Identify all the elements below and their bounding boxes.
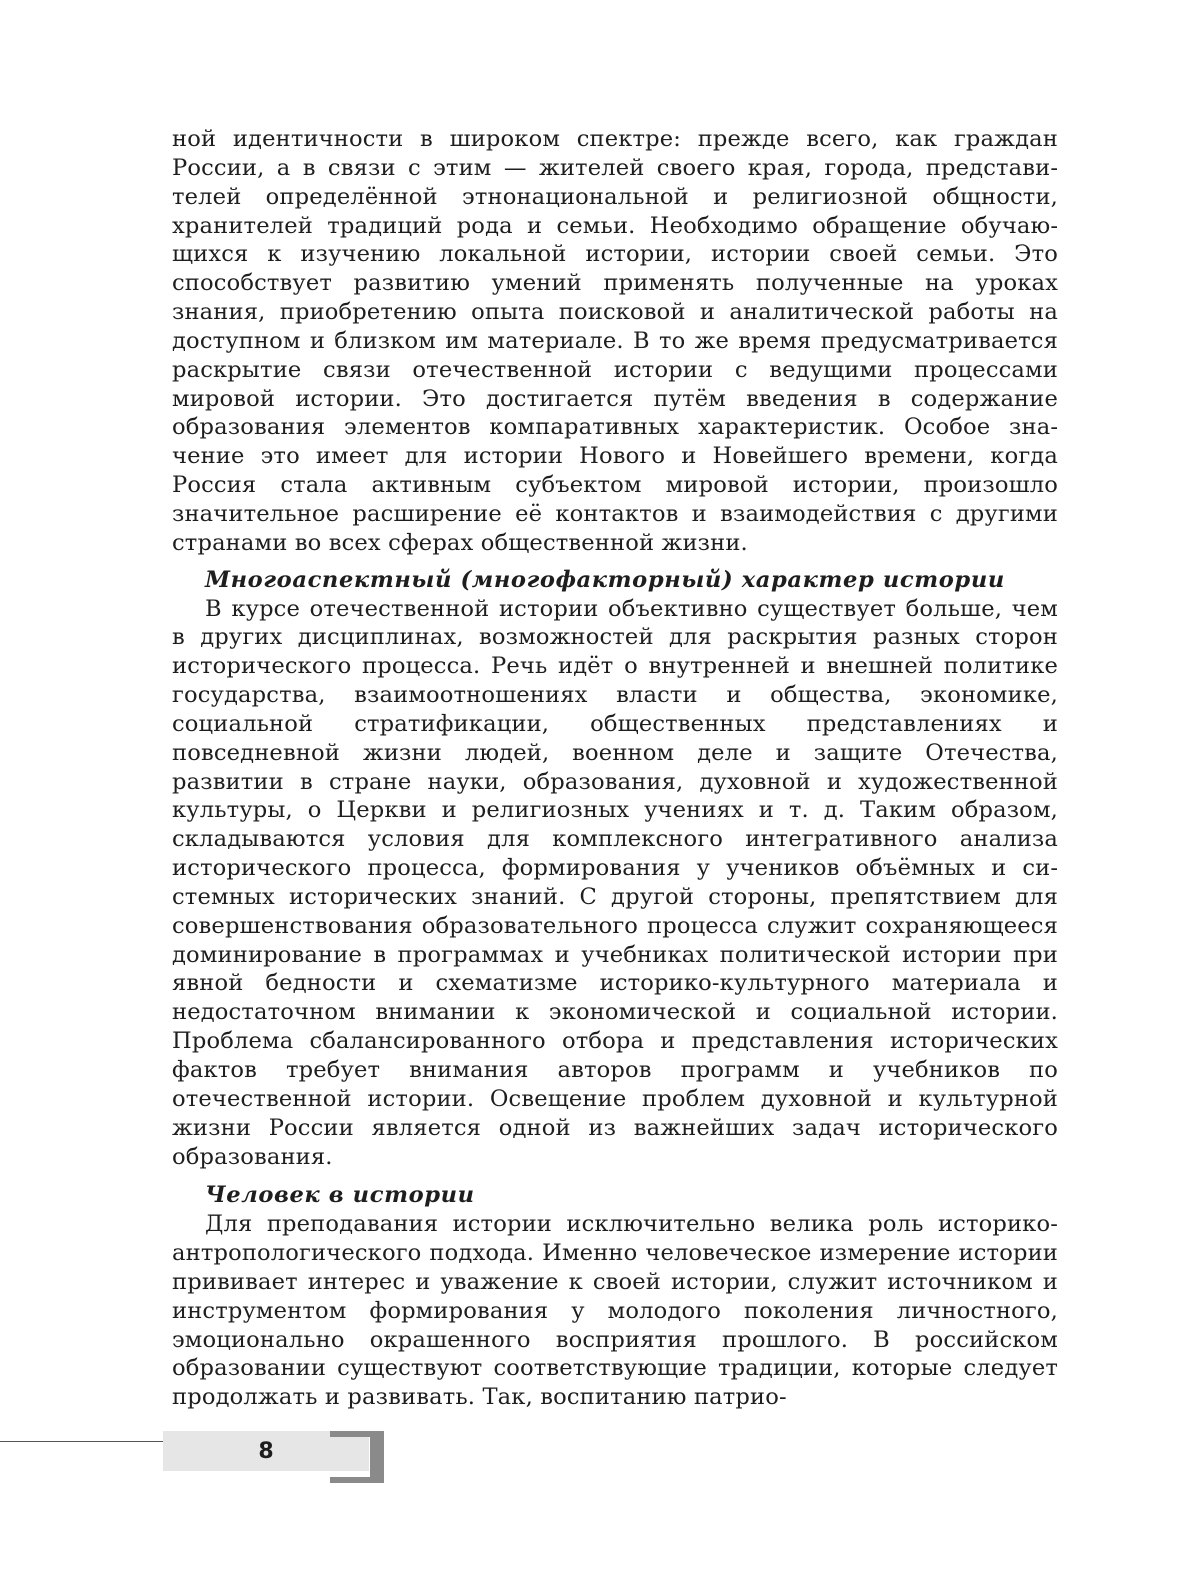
section-heading-person-in-history: Человек в истории: [205, 1182, 475, 1209]
section-heading-multifactor: Многоаспектный (многофакторный) характер истории: [205, 566, 1005, 593]
paragraph-3: Для преподавания истории исключительно велика роль историко-антропологического подхода. Именно человеческое измерение истории прививает интерес и уважение к своей истории, служит источником и инструментом формирования у молодого поколения личностного, эмоционально окрашенного восприятия прошлого. В российском образовании существуют соответствующие традиции, которые следует продолжать и развивать. Так, воспитанию патрио-: [172, 1211, 1058, 1411]
page-number-frame: [330, 1431, 384, 1483]
main-text: [172, 125, 1058, 1412]
paragraph-2: В курсе отечественной истории объективно существует больше, чем в других дисциплинах, возможностей для раскрытия разных сторон исторического процесса. Речь идёт о внутренней и внешней политике государства, взаимоотношениях власти и общества, экономике, социальной стратификации, общественных представлениях и повседневной жизни людей, военном деле и защите Отечества, развитии в стране науки, образования, духовной и художественной культуры, о Церкви и религиозных учениях и т. д. Таким образом, складываются условия для комплексного интегративного анализа исторического процесса, формирования у учеников объёмных и системных исторических знаний. С другой стороны, препятствием для совершенствования образовательного процесса служит сохраняющееся доминирование в программах и учебниках политической истории при явной бедности и схематизме историко-культурного материала и недостаточном внимании к экономической и социальной истории. Проблема сбалансированного отбора и представления исторических фактов требует внимания авторов программ и учебников по отечественной истории. Освещение проблем духовной и культурной жизни России является одной из важнейших задач исторического образования.: [172, 595, 1058, 1170]
paragraph-1: ной идентичности в широком спектре: прежде всего, как граждан России, а в связи с этим — жителей своего края, города, представителей определённой этнонациональной и религиозной общности, хранителей традиций рода и семьи. Необходимо обращение обучающихся к изучению локальной истории, истории своей семьи. Это способствует развитию умений применять полученные на уроках знания, приобретению опыта поисковой и аналитической работы на доступном и близком им материале. В то же время предусматривается раскрытие связи отечественной истории с ведущими процессами мировой истории. Это достигается путём введения в содержание образования элементов компаративных характеристик. Особое значение это имеет для истории Нового и Новейшего времени, когда Россия стала активным субъектом мировой истории, произошло значительное расширение её контактов и взаимодействия с другими странами во всех сферах общественной жизни.: [172, 126, 1058, 556]
page-number: 8: [163, 1431, 369, 1471]
